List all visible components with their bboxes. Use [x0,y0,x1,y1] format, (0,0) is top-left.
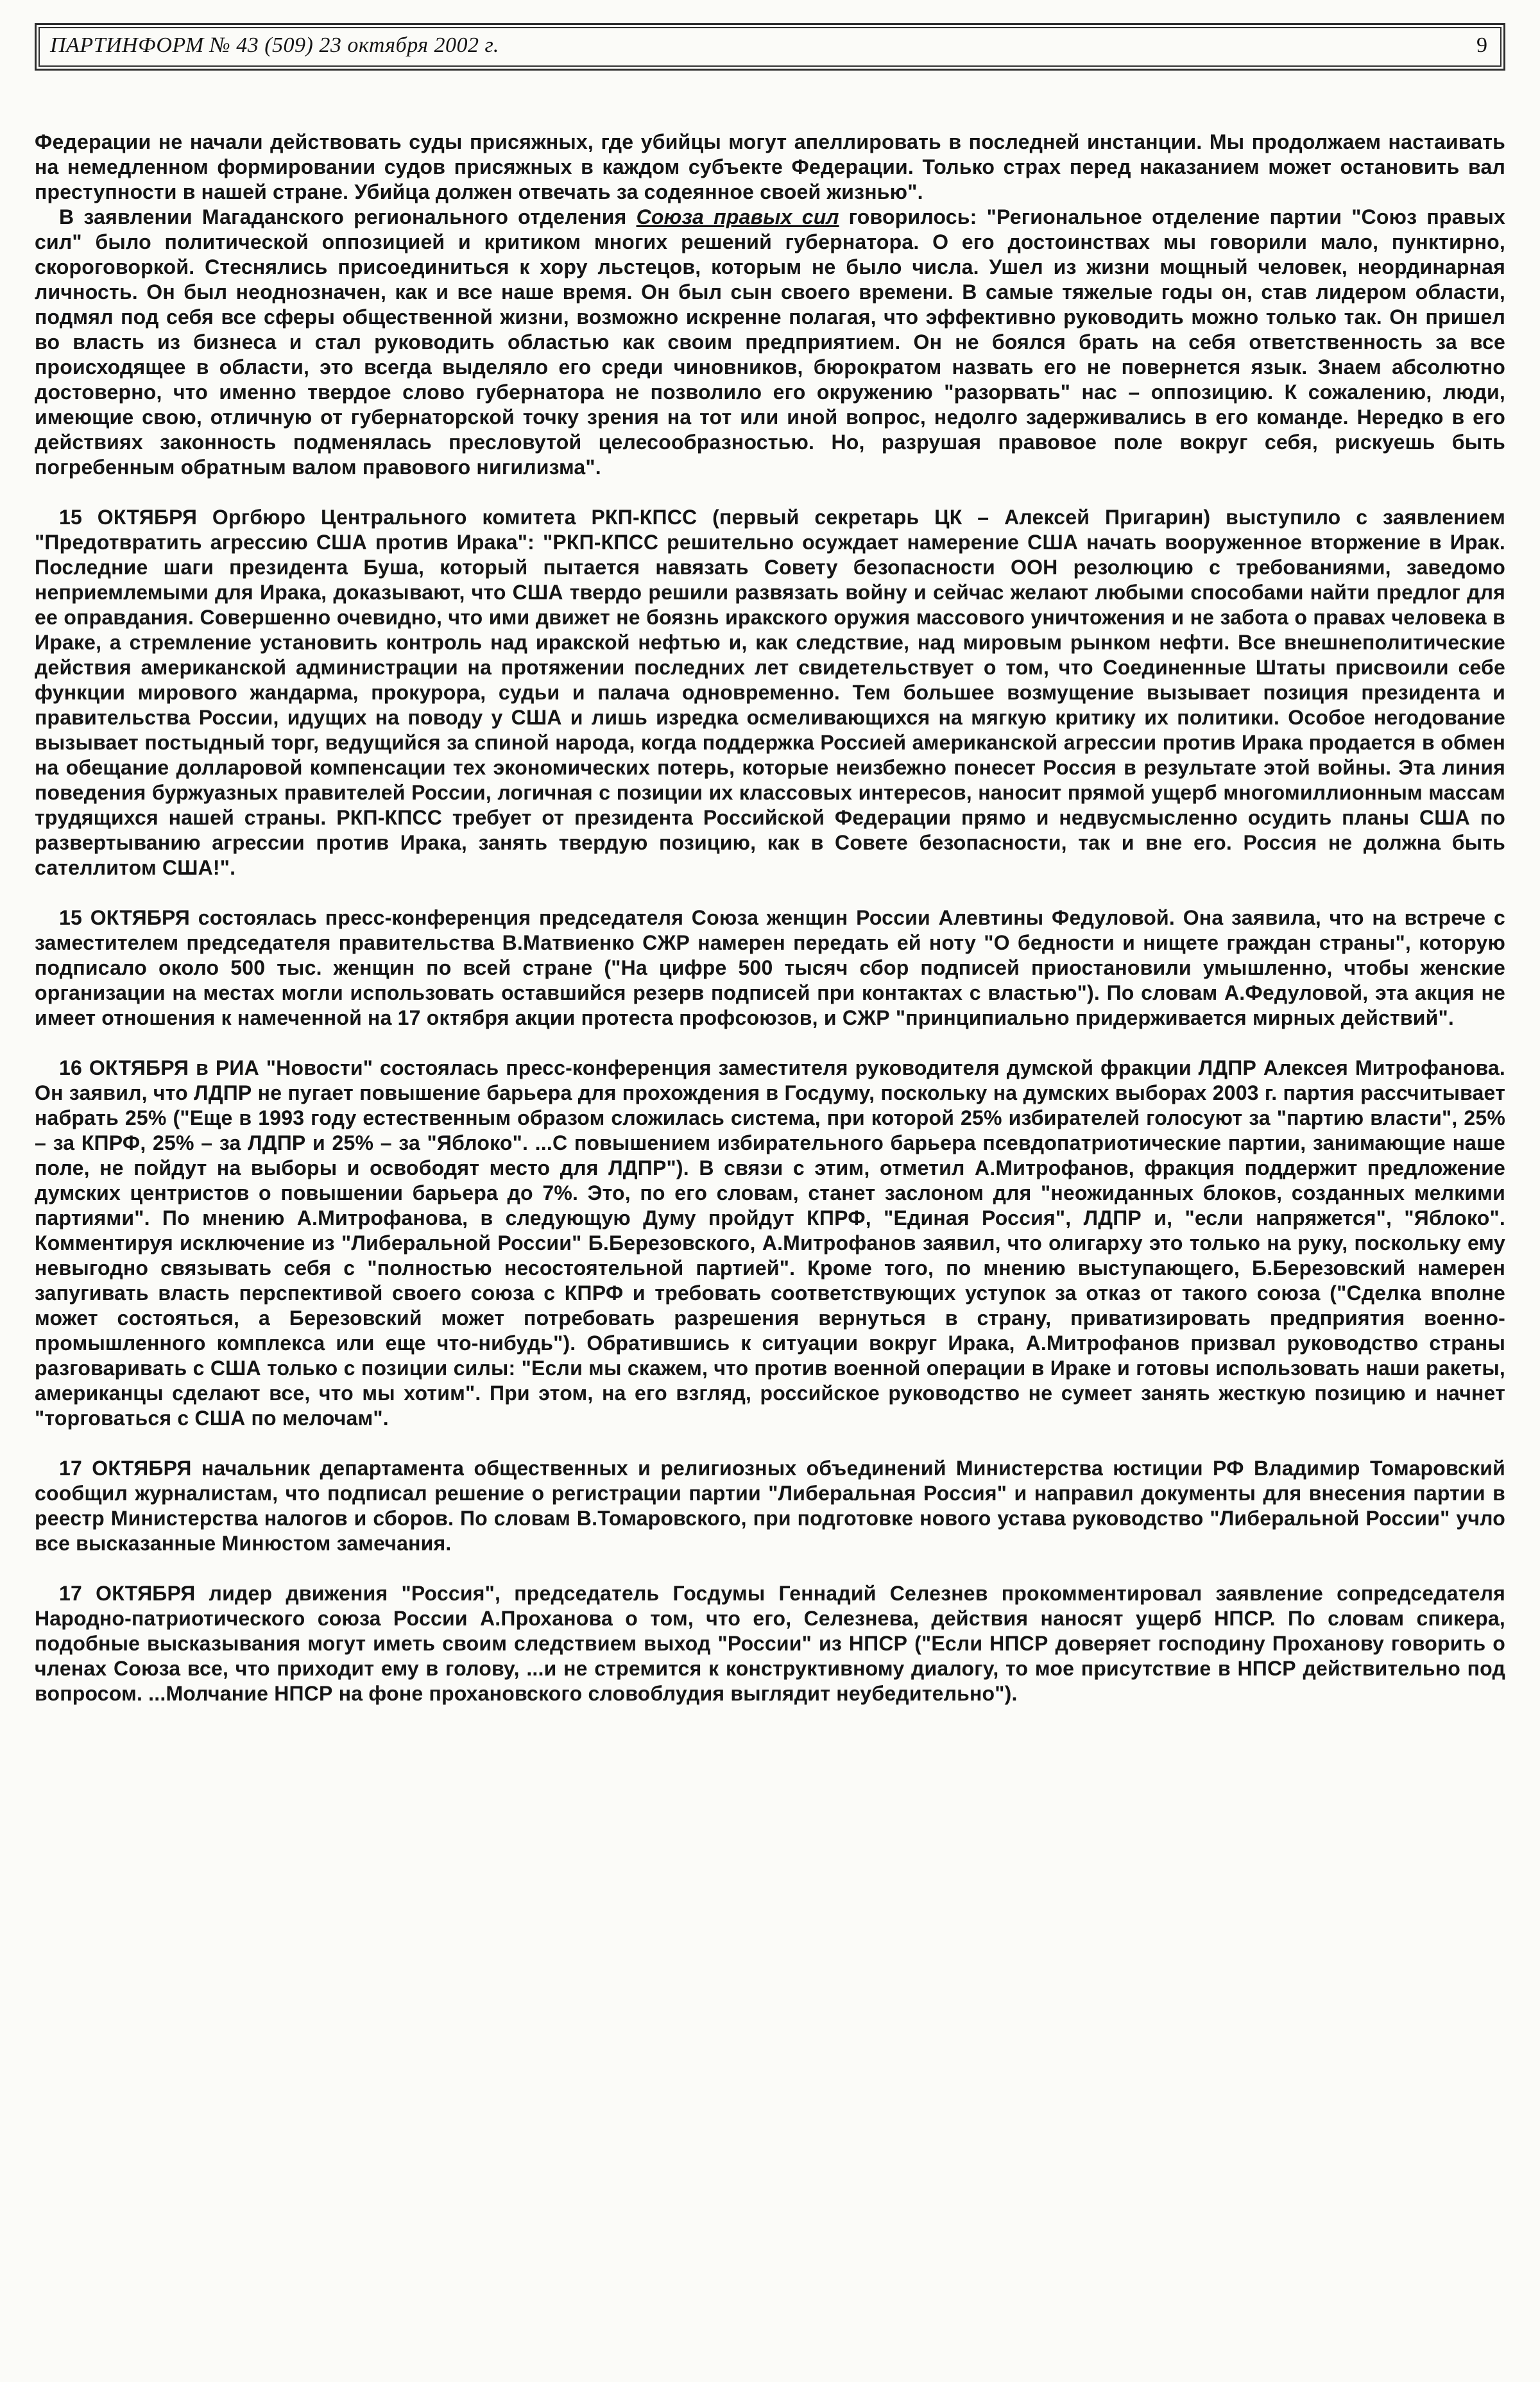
paragraph [35,130,1505,205]
paragraph [35,1056,1505,1431]
paragraph-text: 15 ОКТЯБРЯ Оргбюро Центрального комитета РКП-КПСС (первый секретарь ЦК – Алексей Пригарин) выступило с заявлением "Предотвратить агрессию США против Ирака": "РКП-КПСС решительно осуждает намерение США начать вооруженное вторжение в Ирак. Последние шаги президента Буша, который пытается навязать Совету безопасности ООН резолюцию с требованиями, заведомо неприемлемыми для Ирака, доказывают, что США твердо решили развязать войну и сейчас желают любыми способами найти предлог для ее оправдания. Совершенно очевидно, что ими движет не боязнь иракского оружия массового уничтожения и не забота о правах человека в Ираке, а стремление установить контроль над иракской нефтью и, как следствие, над мировым рынком нефти. Все внешнеполитические действия американской администрации на протяжении последних лет свидетельствует о том, что Соединенные Штаты присвоили себе функции мирового жандарма, прокурора, судьи и палача одновременно. Тем большее возмущение вызывает позиция президента и правительства России, идущих на поводу у США и лишь изредка осмеливающихся на мягкую критику их политики. Особое негодование вызывает постыдный торг, ведущийся за спиной народа, когда поддержка Россией американской агрессии против Ирака продается в обмен на обещание долларовой компенсации тех экономических потерь, которые неизбежно понесет Россия в результате этой войны. Эта линия поведения буржуазных правителей России, логичная с позиции их классовых интересов, наносит прямой ущерб многомиллионным массам трудящихся нашей страны. РКП-КПСС требует от президента Российской Федерации прямо и недвусмысленно осудить планы США по развертыванию агрессии против Ирака, занять твердую позицию, как в Совете безопасности, так и вне его. Россия не должна быть сателлитом США!". [35,506,1505,879]
paragraph-text: Федерации не начали действовать суды присяжных, где убийцы могут апеллировать в последней инстанции. Мы продолжаем настаивать на немедленном формировании судов присяжных в каждом субъекте Федерации. Только страх перед наказанием может остановить вал преступности в нашей стране. Убийца должен отвечать за содеянное своей жизнью". [35,130,1505,203]
paragraph [35,505,1505,880]
paragraph [35,1456,1505,1556]
paragraph [35,905,1505,1031]
paragraph-text: В заявлении Магаданского регионального отделения [59,205,637,228]
page-header-inner [38,27,1502,67]
article-body [35,130,1505,1706]
paragraph-text: 17 ОКТЯБРЯ лидер движения "Россия", председатель Госдумы Геннадий Селезнев прокомментировал заявление сопредседателя Народно-патриотического союза России А.Проханова о том, что его, Селезнева, действия наносят ущерб НПСР. По словам спикера, подобные высказывания могут иметь своим следствием выход "России" из НПСР ("Если НПСР доверяет господину Проханову говорить о членах Союза все, что приходит ему в голову, ...и не стремится к конструктивному диалогу, то мое присутствие в НПСР действительно под вопросом. ...Молчание НПСР на фоне прохановского словоблудия выглядит неубедительно"). [35,1582,1505,1705]
emphasized-text: Союза правых сил [636,205,839,228]
paragraph-text: 16 ОКТЯБРЯ в РИА "Новости" состоялась пресс-конференция заместителя руководителя думской фракции ЛДПР Алексея Митрофанова. Он заявил, что ЛДПР не пугает повышение барьера для прохождения в Госдуму, поскольку на думских выборах 2003 г. партия рассчитывает набрать 25% ("Еще в 1993 году естественным образом сложилась система, при которой 25% избирателей голосуют за "партию власти", 25% – за КПРФ, 25% – за ЛДПР и 25% – за "Яблоко". ...С повышением избирательного барьера псевдопатриотические партии, занимающие наше поле, не пойдут на выборы и освободят место для ЛДПР"). В связи с этим, отметил А.Митрофанов, фракция поддержит предложение думских центристов о повышении барьера до 7%. Это, по его словам, станет заслоном для "неожиданных блоков, созданных мелкими партиями". По мнению А.Митрофанова, в следующую Думу пройдут КПРФ, "Единая Россия", ЛДПР и, "если напряжется", "Яблоко". Комментируя исключение из "Либеральной России" Б.Березовского, А.Митрофанов заявил, что олигарху это только на руку, поскольку ему невыгодно связывать себя с "полностью несостоятельной партией". Кроме того, по мнению выступающего, Б.Березовский намерен запугивать власть перспективой своего союза с КПРФ и требовать соответствующих уступок за отказ от такого союза ("Сделка вполне может состояться, а Березовский может потребовать разрешения вернуться в страну, приватизировать предприятия военно-промышленного комплекса или еще что-нибудь"). Обратившись к ситуации вокруг Ирака, А.Митрофанов призвал руководство страны разговаривать с США только с позиции силы: "Если мы скажем, что против военной операции в Ираке и готовы использовать наши ракеты, американцы сделают все, что мы хотим". При этом, на его взгляд, российское руководство не сумеет занять жесткую позицию и начнет "торговаться с США по мелочам". [35,1056,1505,1430]
paragraph [35,205,1505,480]
paragraph-text: 17 ОКТЯБРЯ начальник департамента общественных и религиозных объединений Министерства юстиции РФ Владимир Томаровский сообщил журналистам, что подписал решение о регистрации партии "Либеральная Россия" и направил документы для внесения партии в реестр Министерства налогов и сборов. По словам В.Томаровского, при подготовке нового устава руководство "Либеральной России" учло все высказанные Минюстом замечания. [35,1457,1505,1555]
page-header [35,23,1505,71]
paragraph-text: говорилось: "Региональное отделение партии "Союз правых сил" было политической оппозицией и критиком многих решений губернатора. О его достоинствах мы говорили мало, пунктирно, скороговоркой. Стеснялись присоединиться к хору льстецов, которым не было числа. Ушел из жизни мощный человек, неординарная личность. Он был неоднозначен, как и все наше время. Он был сын своего времени. В самые тяжелые годы он, став лидером области, подмял под себя все сферы общественной жизни, возможно искренне полагая, что эффективно руководить можно только так. Он пришел во власть из бизнеса и стал руководить областью как своим предприятием. Он не боялся брать на себя ответственность за все происходящее в области, это всегда выделяло его среди чиновников, бюрократом назвать его не повернется язык. Знаем абсолютно достоверно, что именно твердое слово губернатора не позволило его окружению "разорвать" нас – оппозицию. К сожалению, люди, имеющие свою, отличную от губернаторской точку зрения на тот или иной вопрос, недолго задерживались в его команде. Нередко в его действиях законность подменялась пресловутой целесообразностью. Но, разрушая правовое поле вокруг себя, рискуешь быть погребенным обратным валом правового нигилизма". [35,205,1506,479]
newsletter-title: ПАРТИНФОРМ № 43 (509) 23 октября 2002 г. [50,33,499,57]
paragraph [35,1581,1505,1706]
page-number: 9 [1476,33,1487,57]
paragraph-text: 15 ОКТЯБРЯ состоялась пресс-конференция председателя Союза женщин России Алевтины Федуловой. Она заявила, что на встрече с заместителем председателя правительства В.Матвиенко СЖР намерен передать ей ноту "О бедности и нищете граждан страны", которую подписало около 500 тыс. женщин по всей стране ("На цифре 500 тысяч сбор подписей приостановили умышленно, чтобы женские организации на местах могли использовать оставшийся резерв подписей при контактах с властью"). По словам А.Федуловой, эта акция не имеет отношения к намеченной на 17 октября акции протеста профсоюзов, и СЖР "принципиально придерживается мирных действий". [35,906,1505,1029]
